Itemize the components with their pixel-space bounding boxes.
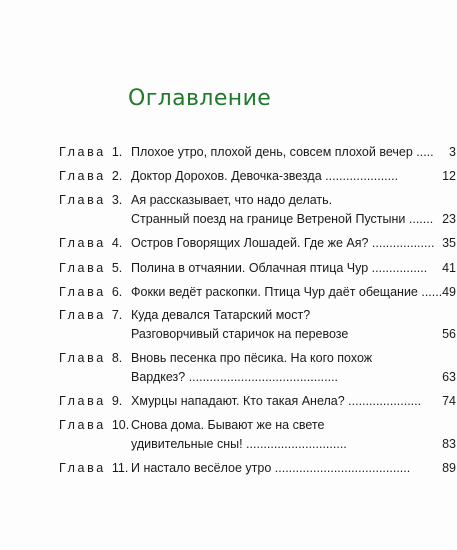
chapter-title-line-2: Вардкез? ........................................... — [131, 370, 339, 384]
chapter-title-line-2: Разговорчивый старичок на перевозе — [131, 327, 349, 341]
chapter-title: Фокки ведёт раскопки. Птица Чур даёт обещание ...... — [131, 285, 443, 299]
chapter-label: Глава 11. — [59, 461, 129, 475]
chapter-label: Глава 9. — [59, 394, 123, 408]
chapter-title: Полина в отчаянии. Облачная птица Чур ................ — [131, 261, 428, 275]
page-number: 12 — [442, 169, 456, 183]
page-title: Оглавление — [128, 86, 272, 111]
page-number: 41 — [442, 261, 456, 275]
chapter-label: Глава 4. — [59, 236, 123, 250]
chapter-title: И настало весёлое утро ....................................... — [131, 461, 411, 475]
chapter-title-line-1: Вновь песенка про пёсика. На кого похож — [131, 351, 373, 365]
chapter-title: Хмурцы нападают. Кто такая Анела? ..................... — [131, 394, 422, 408]
page-number: 63 — [442, 370, 456, 384]
page-number: 74 — [442, 394, 456, 408]
page-number: 35 — [442, 236, 456, 250]
chapter-title-line-2: удивительные сны! ............................. — [131, 437, 347, 451]
chapter-title-line-1: Куда девался Татарский мост? — [131, 308, 311, 322]
chapter-label: Глава 1. — [59, 145, 123, 159]
chapter-label: Глава 2. — [59, 169, 123, 183]
page-number: 89 — [442, 461, 456, 475]
page-number: 49 — [442, 285, 456, 299]
chapter-label: Глава 10. — [59, 418, 130, 432]
chapter-title-line-1: Снова дома. Бывают же на свете — [131, 418, 325, 432]
chapter-title: Остров Говорящих Лошадей. Где же Ая? .................. — [131, 236, 435, 250]
page-number: 83 — [442, 437, 456, 451]
page-number: 23 — [442, 212, 456, 226]
chapter-label: Глава 5. — [59, 261, 123, 275]
chapter-title: Доктор Дорохов. Девочка-звезда ..................... — [131, 169, 399, 183]
page-number: 56 — [442, 327, 456, 341]
chapter-label: Глава 7. — [59, 308, 123, 322]
page-number: 3 — [449, 145, 456, 159]
chapter-title: Плохое утро, плохой день, совсем плохой вечер ..... — [131, 145, 434, 159]
chapter-label: Глава 3. — [59, 193, 123, 207]
chapter-label: Глава 6. — [59, 285, 123, 299]
chapter-title-line-2: Странный поезд на границе Ветреной Пустыни ....... — [131, 212, 434, 226]
chapter-label: Глава 8. — [59, 351, 123, 365]
chapter-title-line-1: Ая рассказывает, что надо делать. — [131, 193, 333, 207]
